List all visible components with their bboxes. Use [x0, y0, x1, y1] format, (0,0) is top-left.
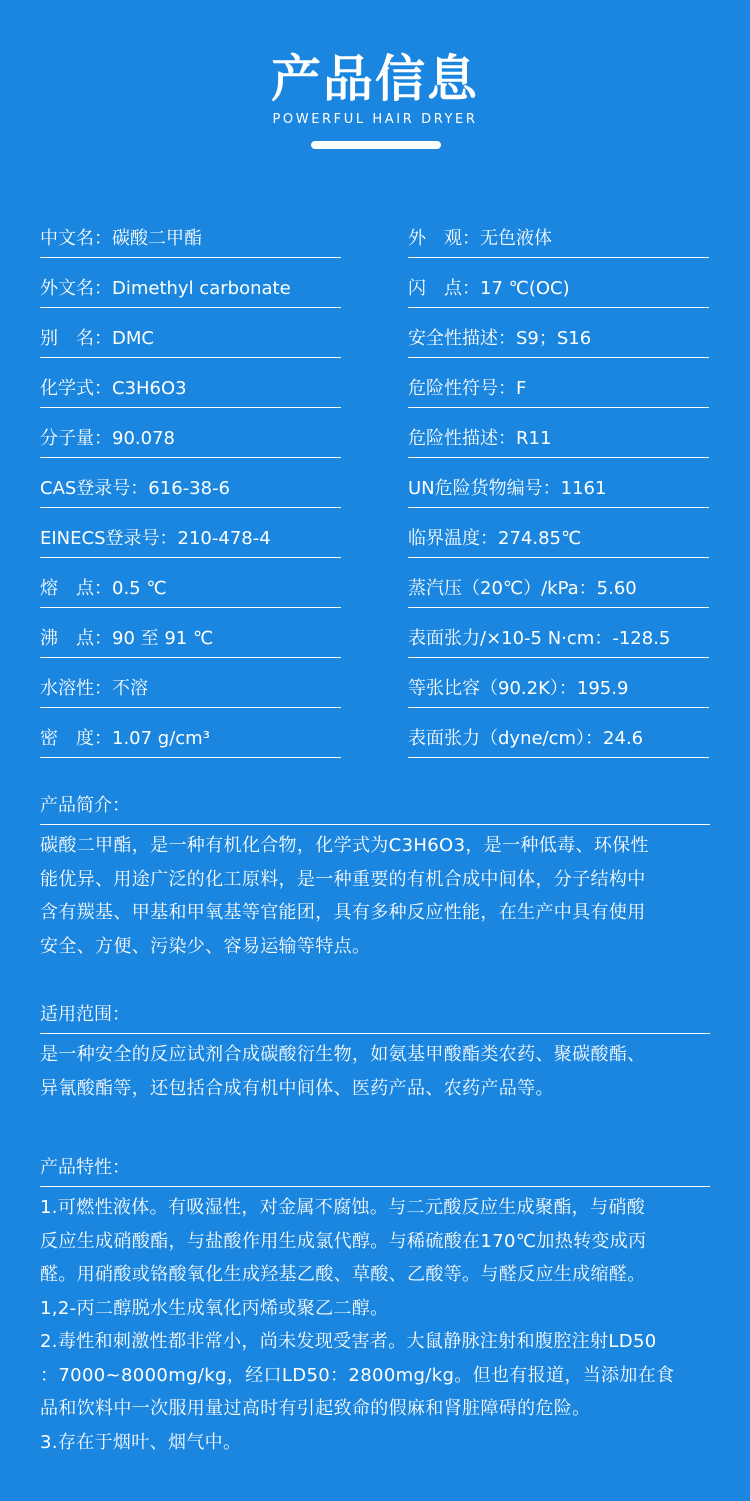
features-section	[40, 1156, 710, 1459]
spec-row	[408, 708, 709, 758]
features-line: 醛。用硝酸或铬酸氧化生成羟基乙酸、草酸、乙酸等。与醛反应生成缩醛。	[40, 1264, 646, 1285]
spec-row	[40, 608, 341, 658]
spec-text: 等张比容（90.2K）：195.9	[408, 678, 629, 699]
spec-text: EINECS登录号：210-478-4	[40, 528, 271, 549]
intro-heading: 产品简介：	[40, 794, 710, 825]
spec-text: 熔 点：0.5 ℃	[40, 578, 167, 599]
spec-row	[408, 508, 709, 558]
spec-row	[408, 608, 709, 658]
spec-text: 分子量：90.078	[40, 428, 175, 449]
features-line: 反应生成硝酸酯，与盐酸作用生成氯代醇。与稀硫酸在170℃加热转变成丙	[40, 1230, 647, 1252]
spec-row	[40, 308, 341, 358]
spec-row	[408, 208, 709, 258]
features-line: 3.存在于烟叶、烟气中。	[40, 1431, 242, 1453]
intro-line: 安全、方便、污染少、容易运输等特点。	[40, 935, 371, 957]
intro-section	[40, 794, 710, 963]
spec-text: 水溶性：不溶	[40, 678, 148, 699]
features-line: 1,2-丙二醇脱水生成氧化丙烯或聚乙二醇。	[40, 1297, 389, 1319]
intro-body	[40, 829, 710, 963]
features-line: ：7000~8000mg/kg，经口LD50：2800mg/kg。但也有报道，当添加在食	[40, 1364, 675, 1386]
title-underline-bar	[311, 141, 441, 149]
usage-heading: 适用范围：	[40, 1003, 710, 1034]
spec-text: 外 观：无色液体	[408, 228, 552, 249]
spec-text: 别 名：DMC	[40, 328, 154, 349]
spec-row	[40, 258, 341, 308]
usage-body	[40, 1038, 710, 1105]
spec-text: 中文名：碳酸二甲酯	[40, 228, 202, 249]
spec-row	[408, 658, 709, 708]
intro-line: 含有羰基、甲基和甲氧基等官能团，具有多种反应性能，在生产中具有使用	[40, 902, 646, 923]
spec-row	[408, 258, 709, 308]
spec-row	[40, 558, 341, 608]
spec-text: UN危险货物编号：1161	[408, 478, 607, 499]
spec-text: 危险性符号：F	[408, 378, 527, 399]
spec-text: CAS登录号：616-38-6	[40, 478, 231, 499]
spec-row	[408, 358, 709, 408]
spec-text: 沸 点：90 至 91 ℃	[40, 628, 214, 649]
spec-text: 安全性描述：S9；S16	[408, 328, 592, 349]
usage-line: 异氰酸酯等，还包括合成有机中间体、医药产品、农药产品等。	[40, 1077, 554, 1099]
spec-row	[40, 358, 341, 408]
features-line: 2.毒性和刺激性都非常小，尚未发现受害者。大鼠静脉注射和腹腔注射LD50	[40, 1331, 657, 1352]
features-line: 1.可燃性液体。有吸湿性，对金属不腐蚀。与二元酸反应生成聚酯，与硝酸	[40, 1197, 646, 1218]
spec-column-left	[40, 208, 341, 758]
spec-text: 闪 点：17 ℃(OC)	[408, 278, 570, 299]
spec-row	[40, 658, 341, 708]
spec-text: 蒸汽压（20℃）/kPa：5.60	[408, 578, 637, 599]
page-subtitle: POWERFUL HAIR DRYER	[272, 112, 478, 127]
spec-text: 临界温度：274.85℃	[408, 528, 582, 549]
spec-row	[40, 208, 341, 258]
spec-text: 密 度：1.07 g/cm³	[40, 728, 210, 749]
features-body	[40, 1191, 710, 1459]
spec-row	[40, 458, 341, 508]
usage-line: 是一种安全的反应试剂合成碳酸衍生物，如氨基甲酸酯类农药、聚碳酸酯、	[40, 1044, 646, 1065]
intro-line: 能优异、用途广泛的化工原料，是一种重要的有机合成中间体，分子结构中	[40, 868, 646, 890]
features-heading: 产品特性：	[40, 1156, 710, 1187]
spec-row	[40, 508, 341, 558]
usage-section	[40, 1003, 710, 1105]
spec-row	[408, 308, 709, 358]
spec-text: 危险性描述：R11	[408, 428, 552, 449]
spec-text: 表面张力（dyne/cm）：24.6	[408, 728, 644, 749]
spec-row	[40, 408, 341, 458]
spec-text: 化学式：C3H6O3	[40, 378, 187, 399]
spec-row	[40, 708, 341, 758]
spec-text: 外文名：Dimethyl carbonate	[40, 278, 291, 299]
spec-row	[408, 408, 709, 458]
page-title: 产品信息	[271, 50, 479, 108]
spec-text: 表面张力/×10-5 N·cm：-128.5	[408, 628, 671, 649]
intro-line: 碳酸二甲酯，是一种有机化合物，化学式为C3H6O3，是一种低毒、环保性	[40, 835, 649, 856]
spec-row	[408, 558, 709, 608]
spec-column-right	[408, 208, 709, 758]
features-line: 品和饮料中一次服用量过高时有引起致命的假麻和肾脏障碍的危险。	[40, 1398, 591, 1419]
spec-row	[408, 458, 709, 508]
